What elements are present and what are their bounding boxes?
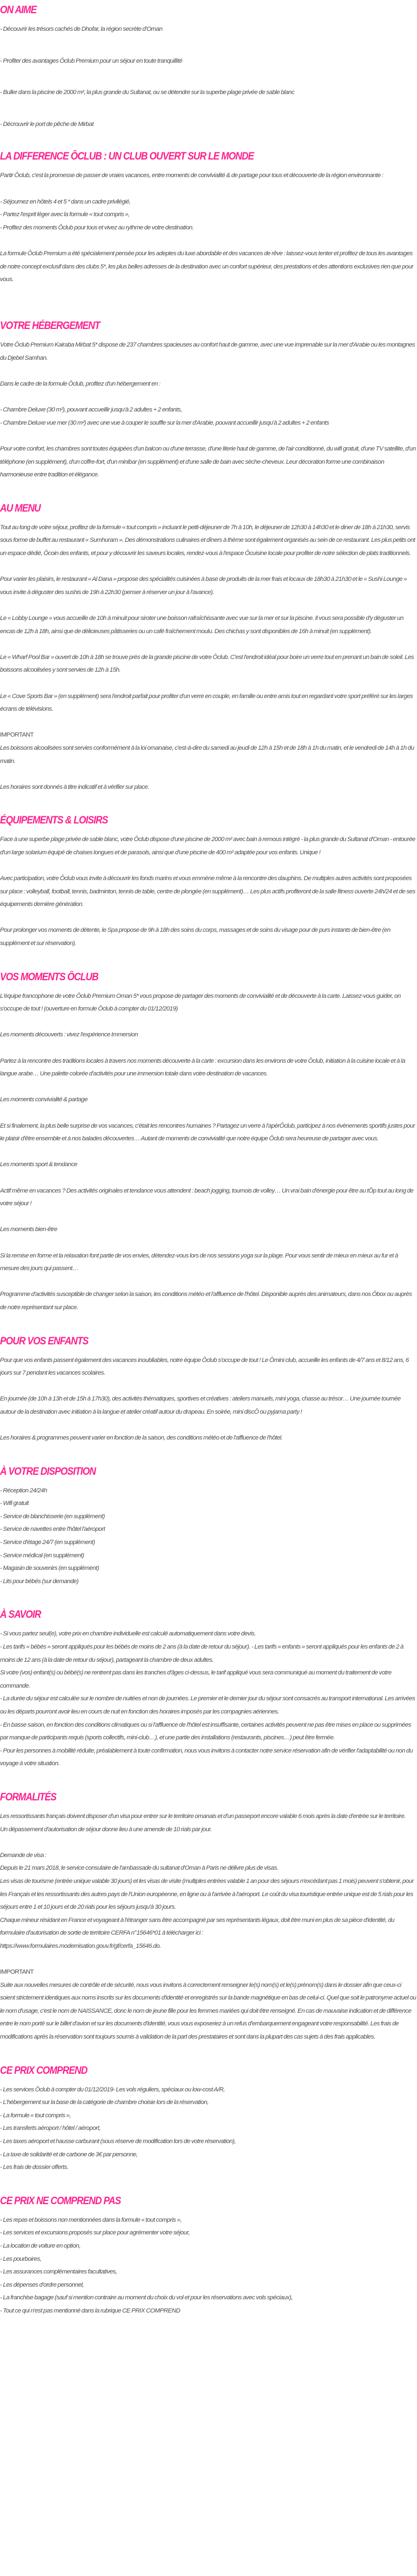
- paragraph: Pour varier les plaisirs, le restaurant « Al Dana » propose des spécialités cuisinées à base de produits de la mer frais et locaux de 18h30 à 21h30 et le « Sushi Lounge » vous invite à déguster des sushis de 19h à 22h30 (penser à réserver un jour à l'avance).: [0, 576, 407, 596]
- important-text: Les boissons alcoolisées sont servies conformément à la loi omanaise, c'est-à-dire du samedi au jeudi de 12h à 15h et de 18h à 1h du matin, et le vendredi de 14h à 1h du matin.: [0, 744, 414, 765]
- list-item: - En basse saison, en fonction des conditions climatiques ou si l'affluence de l'hôtel est insuffisante, certaines activités peuvent ne pas être mises en place ou supprimées par manque de participants requis (sports collectifs, mini-club…), et une partie des installations (restaurants, piscines…) peut être fermée.: [0, 1721, 411, 1742]
- list-item: - La formule « tout compris »,: [0, 2112, 71, 2119]
- list-item: - Découvrir les trésors cachés de Dhofar, la région secrète d'Oman: [0, 26, 163, 32]
- section-title-formalites: FORMALITÉS: [0, 1791, 57, 1803]
- paragraph: Dans le cadre de la formule Ôclub, profitez d'un hébergement en :: [0, 381, 161, 388]
- section-title-equipements: ÉQUIPEMENTS & LOISIRS: [0, 815, 108, 827]
- list-item: - Les transferts aéroport / hôtel / aéroport,: [0, 2125, 101, 2132]
- subheading: Les moments découverts : vivez l'expérience Immersion: [0, 1031, 138, 1039]
- list-item: - Magasin de souvenirs (en supplément): [0, 1565, 99, 1572]
- paragraph: Programme d'activités susceptible de changer selon la saison, les conditions météo et l'affluence de l'hôtel. Disponible auprès des animateurs, dans nos Ôbox ou auprès de notre représentant sur place.: [0, 1291, 412, 1311]
- paragraph: Partir Ôclub, c'est la promesse de passer de vraies vacances, entre moments de convivialité & de partage pour tous et découverte de la région environnante :: [0, 172, 383, 179]
- section-moments: [0, 970, 417, 1315]
- paragraph: Pour que vos enfants passent également des vacances inoubliables, notre équipe Ôclub s'occupe de tout ! Le Ômini club, accueille les enfants de 4/7 ans et 8/12 ans, 6 jours sur 7 pendant les vacances scolaires.: [0, 1356, 409, 1377]
- section-title-prix-comprend: CE PRIX COMPREND: [0, 2064, 87, 2077]
- subheading: Les moments convivialité & partage: [0, 1096, 88, 1103]
- list-item: - Partez l'esprit léger avec la formule « tout compris »,: [0, 211, 130, 218]
- section-equipements: [0, 814, 417, 950]
- section-on-aime: [0, 3, 417, 131]
- list-item: Si votre (vos) enfant(s) ou bébé(s) ne rentrent pas dans les tranches d'âges ci-dessus, le tarif appliqué vous sera communiqué au moment du traitement de votre commande.: [0, 1669, 392, 1689]
- list-item: - Les dépenses d'ordre personnel,: [0, 2281, 84, 2288]
- important-label: IMPORTANT: [0, 1969, 34, 1976]
- section-title-hebergement: VOTRE HÉBERGEMENT: [0, 320, 100, 332]
- list-item: - Service de blanchisserie (en supplément): [0, 1513, 105, 1520]
- list-item: - La location de voiture en option,: [0, 2242, 81, 2249]
- section-disposition: [0, 1465, 417, 1589]
- list-item: - Service médical (en supplément): [0, 1552, 84, 1559]
- list-item: - Wifi gratuit: [0, 1500, 29, 1507]
- paragraph: Les ressortissants français doivent disposer d'un visa pour entrer sur le territoire omanais et d'un passeport encore valable 6 mois après la date d'entrée sur le territoire.: [0, 1812, 406, 1820]
- list-item: - Buller dans la piscine de 2000 m², la plus grande du Sultanat, ou se détendre sur la superbe plage privée de sable blanc: [0, 89, 294, 96]
- list-item: - Pour les personnes à mobilité réduite, préalablement à toute confirmation, nous vous invitons à contacter notre service réservation afin de vérifier l'adaptabilité ou non du voyage à votre situation.: [0, 1747, 413, 1767]
- paragraph: Les visas de tourisme (entrée unique valable 30 jours) et les visas de visite (multiples entrées valable 1 an pour des séjours n'excédant pas 1 mois) peuvent s'obtenir, pour les Français et les ressortissants des autres pays de l'Union européenne, en ligne ou à l'arrivée à l'aéroport. Le coût du visa touristique entrée unique est de 5 rials pour les séjours entre 1 et 10 jours et de 20 rials pour les séjours jusqu'à 30 jours.: [0, 1877, 414, 1911]
- list-item: - Les taxes aéroport et hausse carburant (sous réserve de modification lors de votre réservation),: [0, 2138, 236, 2145]
- paragraph: Le « Lobby Lounge » vous accueille de 10h à minuit pour siroter une boisson rafraîchissante avec vue sur la mer et sur la piscine. Il vous sera possible d'y déguster un encas de 12h à 18h, ainsi que de délicieuses pâtisseries ou un café fraîchement moulu. Des chichas y sont disponibles de 16h à minuit (en supplément).: [0, 615, 404, 635]
- section-prix-comprend: [0, 2064, 417, 2174]
- list-item: - Séjournez en hôtels 4 et 5 * dans un cadre privilégié,: [0, 198, 131, 205]
- paragraph: En journée (de 10h à 13h et de 15h à 17h30), des activités thématiques, sportives et créatives : ateliers manuels, mini yoga, chasse au trésor… Une journée tournée autour de la destination avec initiation à la langue et atelier créatif autour du drapeau. En soirée, mini discÔ ou pyjama party !: [0, 1396, 401, 1415]
- paragraph: L'équipe francophone de votre Ôclub Premium Oman 5* vous propose de partager des moments de convivialité et de découverte à la carte. Laissez-vous guider, on s'occupe de tout ! (ouverture en formule Ôclub à compter du 01/12/2019): [0, 992, 401, 1013]
- section-difference: [0, 150, 417, 286]
- paragraph: Partez à la rencontre des traditions locales à travers nos moments découverte à la carte : excursion dans les environs de votre Ôclub, initiation à la cuisine locale et à la langue arabe… Une palette colorée d'activités pour une immersion totale dans votre destination de vacances.: [0, 1057, 405, 1078]
- list-item: - Réception 24/24h: [0, 1487, 47, 1494]
- section-title-on-aime: ON AIME: [0, 4, 37, 16]
- subheading: Les moments bien-être: [0, 1226, 57, 1233]
- note: Les horaires sont donnés à titre indicatif et à vérifier sur place.: [0, 783, 150, 790]
- paragraph: Avec participation, votre Ôclub vous invite à découvrir les fonds marins et vous emmène même à la rencontre des dauphins. De multiples autres activités sont proposées sur place : volleyball, football, tennis, badminton, tennis de table, centre de plongée (en supplément)… Les plus actifs profiteront de la salle fitness ouverte 24h/24 et de ses équipements dernière génération.: [0, 875, 415, 908]
- list-item: - Les frais de dossier offerts.: [0, 2164, 69, 2171]
- section-title-difference: LA DIFFERENCE ÔCLUB : UN CLUB OUVERT SUR LE MONDE: [0, 151, 254, 163]
- list-item: - Chambre Deluxe (30 m²), pouvant accueillir jusqu'à 2 adultes + 2 enfants,: [0, 407, 182, 414]
- visa-heading: Demande de visa :: [0, 1852, 47, 1859]
- section-enfants: [0, 1334, 417, 1445]
- paragraph: Le « Cove Sports Bar » (en supplément) sera l'endroit parfait pour profiter d'un verre en couple, en famille ou entre amis tout en regardant votre sport préféré sur les larges écrans de télévisions.: [0, 693, 413, 713]
- section-title-moments: VOS MOMENTS ÔCLUB: [0, 971, 98, 983]
- list-item: - Lits pour bébés (sur demande): [0, 1578, 79, 1585]
- paragraph: Si la remise en forme et la relaxation font partie de vos envies, détendez-vous lors de nos sessions yoga sur la plage. Pour vous sentir de mieux en mieux au fur et à mesure des jours qui passent…: [0, 1252, 398, 1272]
- list-item: - Les services Ôclub à compter du 01/12/2019- Les vols réguliers, spéciaux ou low-cost A/R,: [0, 2086, 225, 2093]
- paragraph: Le « Wharf Pool Bar » ouvert de 10h à 18h se trouve près de la grande piscine de votre Ôclub. C'est l'endroit idéal pour boire un verre tout en prenant un bain de soleil. Les boissons alcoolisées y sont servies de 12h à 15h.: [0, 653, 414, 674]
- list-item: - Les pourboires,: [0, 2255, 42, 2262]
- section-prix-ne-comprend-pas: [0, 2194, 417, 2318]
- cerfa-link[interactable]: https://www.formulaires.modernisation.gouv.fr/gf/cerfa_15646.do.: [0, 1942, 161, 1949]
- list-item: - Service d'étage 24/7 (en supplément): [0, 1539, 95, 1546]
- list-item: - Les tarifs « bébés » seront appliqués pour les bébés de moins de 2 ans (à la date de retour du séjour). - Les tarifs « enfants » seront appliqués pour les enfants de 2 à moins de 12 ans (à la date de retour du séjour), partageant la chambre de deux adultes.: [0, 1644, 404, 1663]
- paragraph: Les horaires & programmes peuvent varier en fonction de la saison, des conditions météo et de l'affluence de l'hôtel.: [0, 1435, 283, 1442]
- section-title-disposition: À VOTRE DISPOSITION: [0, 1465, 96, 1478]
- list-item: - Les assurances complémentaires facultatives,: [0, 2269, 117, 2276]
- list-item: - La taxe de solidarité et de carbone de 3€ par personne,: [0, 2151, 138, 2158]
- list-item: - Les repas et boissons non mentionnées dans la formule « tout compris »,: [0, 2216, 182, 2223]
- section-savoir: [0, 1608, 417, 1771]
- list-item: - La franchise bagage (sauf si mention contraire au moment du choix du vol et pour les réservations avec vols spéciaux),: [0, 2294, 293, 2302]
- list-item: - Tout ce qui n'est pas mentionné dans la rubrique CE PRIX COMPREND: [0, 2307, 180, 2314]
- list-item: - Les services et excursions proposés sur place pour agrémenter votre séjour,: [0, 2229, 190, 2237]
- paragraph: Face à une superbe plage privée de sable blanc, votre Ôclub dispose d'une piscine de 2000 m² avec bain à remous intégré - la plus grande du Sultanat d'Oman - entourée d'un large solarium équipé de chaises longues et de parasols, ainsi que d'une piscine de 400 m² adaptée pour vos enfants. Unique !: [0, 836, 415, 856]
- list-item: - Profitez des moments Ôclub pour tous et vivez au rythme de votre destination.: [0, 224, 194, 231]
- paragraph: Votre Ôclub Premium Kairaba Mirbat 5* dispose de 237 chambres spacieuses au confort haut de gamme, avec une vue imprenable sur la mer d'Arabie ou les montagnes du Djebel Samhan.: [0, 342, 415, 361]
- section-menu: [0, 502, 417, 794]
- section-hebergement: [0, 319, 417, 482]
- important-text: Suite aux nouvelles mesures de contrôle et de sécurité, nous vous invitons à correctement renseigner le(s) nom(s) et le(s) prénom(s) dans le dossier afin que ceux-ci soient strictement identiques aux noms inscrits sur les documents d'identité et enregistrés sur la bande magnétique en bas de celui-ci. Quel que soit le patronyme actuel ou le nom d'usage, c'est le nom de NAISSANCE, donc le nom de jeune fille pour les femmes mariées qui doit être renseigné. En cas de mauvaise indication et de différence entre le nom porté sur le billet d'avion et sur les documents d'identité, vous vous exposeriez à un refus d'embarquement engageant votre responsabilité. Les frais de modifications après la réservation sont toujours soumis à validation de la part des prestataires et sont dans la plupart des cas sujets à des frais applicables.: [0, 1981, 416, 2041]
- list-item: - Chambre Deluxe vue mer (30 m²) avec une vue à couper le souffle sur la mer d'Arabie, pouvant accueillir jusqu'à 2 adultes + 2 enfants: [0, 419, 329, 426]
- list-item: - Profiter des avantages Ôclub Premium pour un séjour en toute tranquillité: [0, 57, 183, 64]
- list-item: - Si vous partez seul(e), votre prix en chambre individuelle est calculé automatiquement dans votre devis.: [0, 1630, 256, 1638]
- paragraph: Chaque mineur résidant en France et voyageant à l'étranger sans être accompagné par ses représentants légaux, doit être muni en plus de sa pièce d'identité, du formulaire d'autorisation de sortie de territoire CERFA n°15646*01 à télécharger ici :: [0, 1916, 394, 1937]
- section-title-menu: AU MENU: [0, 502, 41, 514]
- paragraph: Pour votre confort, les chambres sont toutes équipées d'un balcon ou d'une terrasse, d'une literie haut de gamme, de l'air conditionné, du wifi gratuit, d'une TV satellite, d'un téléphone (en supplément), d'un coffre-fort, d'un minibar (en supplément) et d'une salle de bain avec sèche-cheveux. Leur décoration forme une combinaison harmonieuse entre tradition et élégance.: [0, 446, 416, 479]
- list-item: - L'hébergement sur la base de la catégorie de chambre choisie lors de la réservation,: [0, 2099, 209, 2106]
- important-label: IMPORTANT: [0, 732, 34, 739]
- section-title-prix-ne-comprend-pas: CE PRIX NE COMPREND PAS: [0, 2195, 121, 2207]
- subheading: Les moments sport & tendance: [0, 1161, 78, 1168]
- section-title-enfants: POUR VOS ENFANTS: [0, 1335, 89, 1347]
- list-item: - Service de navettes entre l'hôtel l'aéroport: [0, 1526, 105, 1533]
- paragraph: La formule Ôclub Premium a été spécialement pensée pour les adeptes du luxe abordable et des vacances de rêve : laissez-vous tenter et profitez de tous les avantages de notre concept exclusif dans des clubs 5*, les plus belles adresses de la destination avec un confort supérieur, des prestations et des attentions exclusives rien que pour vous.: [0, 250, 414, 283]
- paragraph: Un dépassement d'autorisation de séjour donne lieu à une amende de 10 rials par jour.: [0, 1826, 212, 1833]
- paragraph: Depuis le 21 mars 2018, le service consulaire de l'ambassade du sultanat d'Oman à Paris ne délivre plus de visas.: [0, 1865, 278, 1872]
- paragraph: Pour prolonger vos moments de détente, le Spa propose de 9h à 18h des soins du corps, massages et de soins du visage pour de purs instants de bien-être (en supplément et sur réservation).: [0, 927, 391, 947]
- list-item: - Décrouvrir le port de pêche de Mirbat: [0, 120, 94, 128]
- section-title-savoir: À SAVOIR: [0, 1609, 41, 1621]
- paragraph: Actif même en vacances ? Des activités originales et tendance vous attendent : beach jogging, tournois de volley… Un vrai bain d'énergie pour être au tÔp tout au long de votre séjour !: [0, 1187, 414, 1207]
- section-formalites: [0, 1790, 417, 2044]
- list-item: - La durée du séjour est calculée sur le nombre de nuitées et non de journées. Le premier et le dernier jour du séjour sont consacrés au transport international. Les arrivées ou les départs pourront avoir lieu en cours de nuit en fonction des horaires imposés par les compagnies aériennes.: [0, 1695, 415, 1715]
- paragraph: Et si finalement, la plus belle surprise de vos vacances, c'était les rencontres humaines ? Partagez un verre à l'apérÔclub, participez à nos évènements sportifs justes pour le plaisir d'être ensemble et à nos balades découvertes… Autant de moments de convivialité que notre équipe Ôclub sera heureuse de partager avec vous.: [0, 1122, 415, 1143]
- paragraph: Tout au long de votre séjour, profitez de la formule « tout compris » incluant le petit-déjeuner de 7h à 10h, le déjeuner de 12h30 à 14h30 et le diner de 18h à 21h30, servis sous forme de buffet au restaurant « Sumhuram ». Des démonstrations culinaires et dîners à thème sont également organisés au sein de ce restaurant. Les plus petits ont un espace dédié, Ôcoin des enfants, et pour y découvrir les saveurs locales, rendez-vous à l'espace Ôcuisine locale pour profiter de notre sélection de plats traditionnels.: [0, 524, 415, 557]
